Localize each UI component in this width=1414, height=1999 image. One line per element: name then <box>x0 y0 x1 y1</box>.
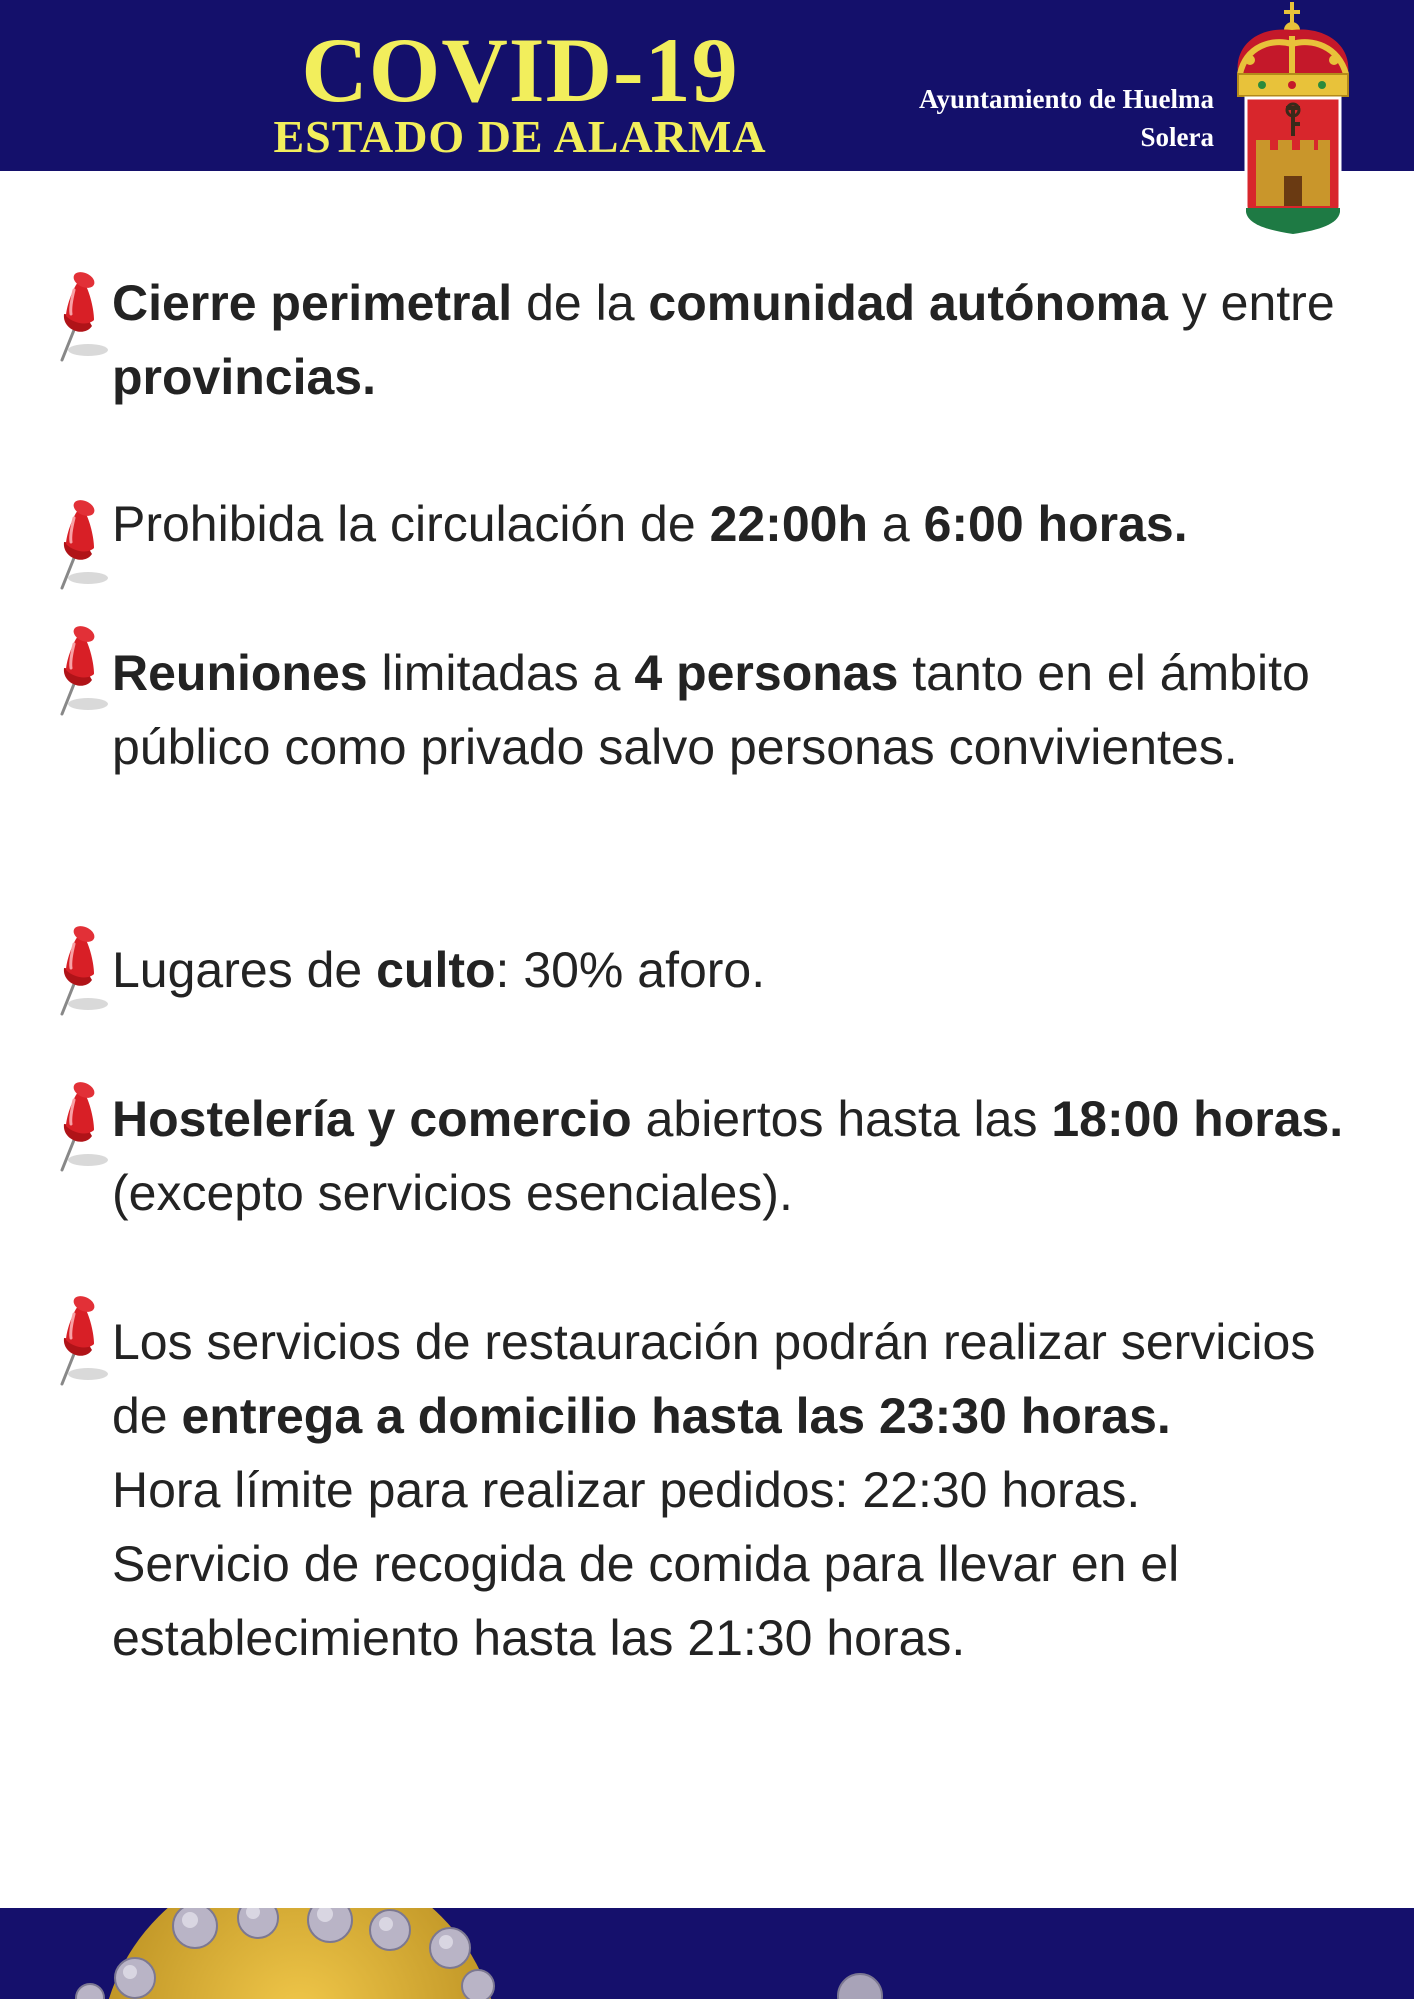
town-line-1: Ayuntamiento de Huelma <box>919 84 1214 114</box>
footer-banner <box>0 1908 1414 1999</box>
list-item: Prohibida la circulación de 22:00h a 6:00 horas. <box>112 496 1188 552</box>
pushpin-icon <box>44 268 116 368</box>
list-item: Hostelería y comercio abiertos hasta las 18:00 horas.(excepto servicios esenciales). <box>112 1091 1344 1221</box>
pushpin-icon <box>44 622 116 722</box>
list-item: Cierre perimetral de la comunidad autónoma y entre provincias. <box>112 275 1335 405</box>
pushpin-icon <box>44 1292 116 1392</box>
page-title: COVID-19 <box>301 19 739 121</box>
list-item: Lugares de culto: 30% aforo. <box>112 942 766 998</box>
pushpin-icon <box>44 496 116 596</box>
pushpin-icon <box>44 922 116 1022</box>
pushpin-icon <box>44 1078 116 1178</box>
list-item: Los servicios de restauración podrán realizar servicios de entrega a domicilio hasta las 23:30 horas. Hora límite para realizar pedidos: 22:30 horas. Servicio de recogida de comida para llevar en el establecimiento hasta las 21:30 horas. <box>112 1314 1316 1666</box>
list-item: Reuniones limitadas a 4 personas tanto en el ámbito público como privado salvo personas convivientes. <box>112 645 1310 775</box>
town-line-2: Solera <box>1140 122 1214 152</box>
page-subtitle: ESTADO DE ALARMA <box>273 111 767 162</box>
virus-icon <box>0 1908 1414 1999</box>
